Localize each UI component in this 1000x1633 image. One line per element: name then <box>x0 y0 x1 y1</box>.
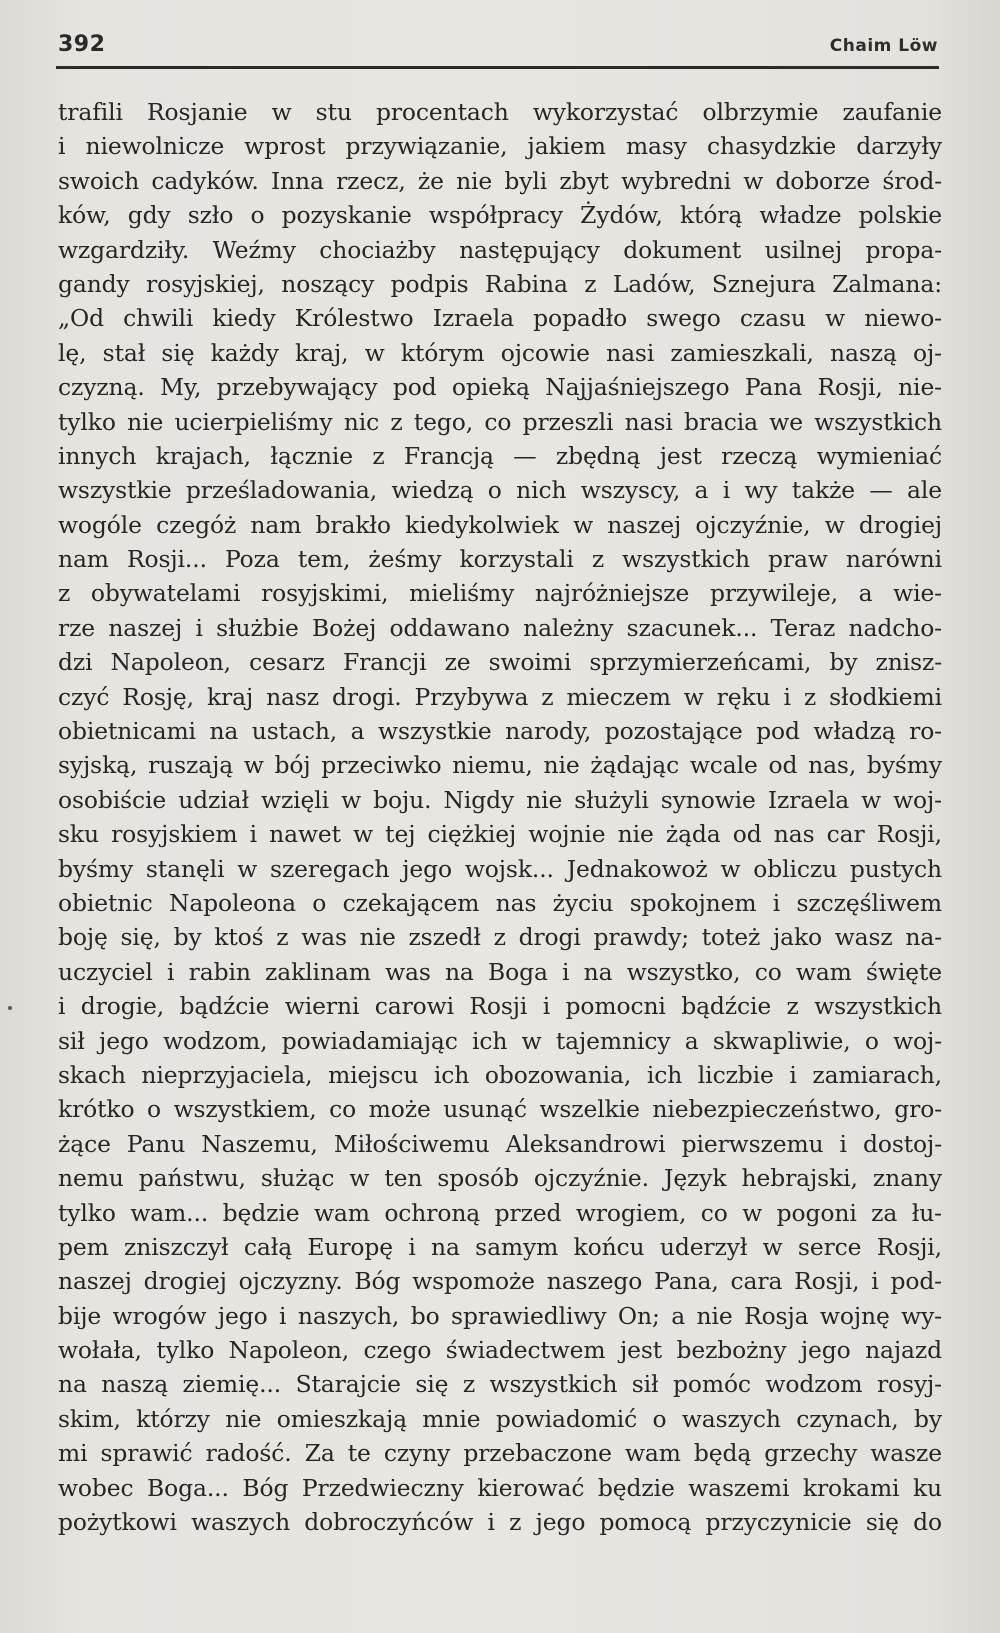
text-line: lę, stał się każdy kraj, w którym ojcowie nasi zamieszkali, naszą oj- <box>58 338 942 367</box>
text-line: wołała, tylko Napoleon, czego świadectwem jest bezbożny jego najazd <box>58 1336 942 1365</box>
text-line: uczyciel i rabin zaklinam was na Boga i na wszystko, co wam święte <box>58 957 942 986</box>
text-line: trafili Rosjanie w stu procentach wykorzystać olbrzymie zaufanie <box>58 98 942 126</box>
text-line: naszej drogiej ojczyzny. Bóg wspomoże naszego Pana, cara Rosji, i pod- <box>58 1267 942 1296</box>
text-line: czyć Rosję, kraj nasz drogi. Przybywa z mieczem w ręku i z słodkiemi <box>58 682 942 711</box>
text-line: i niewolnicze wprost przywiązanie, jakiem masy chasydzkie darzyły <box>58 132 942 161</box>
page-number: 392 <box>58 32 106 57</box>
text-line: obietnic Napoleona o czekającem nas życiu spokojnem i szczęśliwem <box>58 888 942 917</box>
text-line: innych krajach, łącznie z Francją — zbędną jest rzeczą wymieniać <box>58 441 942 470</box>
text-line: ków, gdy szło o pozyskanie współpracy Żydów, którą władze polskie <box>58 201 942 230</box>
text-line: czyzną. My, przebywający pod opieką Najjaśniejszego Pana Rosji, nie- <box>58 373 942 402</box>
text-line: obietnicami na ustach, a wszystkie narody, pozostające pod władzą ro- <box>58 717 942 746</box>
text-line: nam Rosji... Poza tem, żeśmy korzystali z wszystkich praw narówni <box>58 545 942 574</box>
text-line: krótko o wszystkiem, co może usunąć wszelkie niebezpieczeństwo, gro- <box>58 1095 942 1124</box>
running-head: Chaim Löw <box>829 36 938 56</box>
text-line: pożytkowi waszych dobroczyńców i z jego pomocą przyczynicie się do <box>58 1508 942 1537</box>
text-line: wobec Boga... Bóg Przedwieczny kierować będzie waszemi krokami ku <box>58 1473 942 1502</box>
text-line: bije wrogów jego i naszych, bo sprawiedliwy On; a nie Rosja wojnę wy- <box>58 1301 942 1330</box>
text-line: wogóle czegóż nam brakło kiedykolwiek w naszej ojczyźnie, w drogiej <box>58 510 942 539</box>
header-rule <box>56 66 939 69</box>
page-header <box>58 30 938 66</box>
text-line: nemu państwu, służąc w ten sposób ojczyźnie. Język hebrajski, znany <box>58 1164 942 1193</box>
text-line: skach nieprzyjaciela, miejscu ich obozowania, ich liczbie i zamiarach, <box>58 1060 942 1089</box>
text-line: rze naszej i służbie Bożej oddawano należny szacunek... Teraz nadcho- <box>58 613 942 642</box>
margin-speck <box>8 1006 12 1010</box>
text-line: gandy rosyjskiej, noszący podpis Rabina z Ladów, Sznejura Zalmana: <box>58 269 942 298</box>
text-line: na naszą ziemię... Starajcie się z wszystkich sił pomóc wodzom rosyj- <box>58 1370 942 1399</box>
text-line: sku rosyjskiem i nawet w tej ciężkiej wojnie nie żąda od nas car Rosji, <box>58 820 942 849</box>
text-line: pem zniszczył całą Europę i na samym końcu uderzył w serce Rosji, <box>58 1232 942 1261</box>
text-line: sił jego wodzom, powiadamiając ich w tajemnicy a skwapliwie, o woj- <box>58 1026 942 1055</box>
text-line: żące Panu Naszemu, Miłościwemu Aleksandrowi pierwszemu i dostoj- <box>58 1129 942 1158</box>
text-line: wszystkie prześladowania, wiedzą o nich wszyscy, a i wy także — ale <box>58 476 942 505</box>
text-line: mi sprawić radość. Za te czyny przebaczone wam będą grzechy wasze <box>58 1439 942 1468</box>
text-line: „Od chwili kiedy Królestwo Izraela popadło swego czasu w niewo- <box>58 304 942 333</box>
text-line: swoich cadyków. Inna rzecz, że nie byli zbyt wybredni w doborze środ- <box>58 166 942 195</box>
text-line: wzgardziły. Weźmy chociażby następujący dokument usilnej propa- <box>58 235 942 264</box>
text-line: tylko nie ucierpieliśmy nic z tego, co przeszli nasi bracia we wszystkich <box>58 407 942 436</box>
text-line: syjską, ruszają w bój przeciwko niemu, nie żądając wcale od nas, byśmy <box>58 751 942 780</box>
text-line: i drogie, bądźcie wierni carowi Rosji i pomocni bądźcie z wszystkich <box>58 992 942 1021</box>
text-line: osobiście udział wzięli w boju. Nigdy nie służyli synowie Izraela w woj- <box>58 785 942 814</box>
text-line: tylko wam... będzie wam ochroną przed wrogiem, co w pogoni za łu- <box>58 1198 942 1227</box>
text-line: z obywatelami rosyjskimi, mieliśmy najróżniejsze przywileje, a wie- <box>58 579 942 608</box>
text-line: byśmy stanęli w szeregach jego wojsk... Jednakowoż w obliczu pustych <box>58 854 942 883</box>
text-line: dzi Napoleon, cesarz Francji ze swoimi sprzymierzeńcami, by znisz- <box>58 648 942 677</box>
text-line: boję się, by ktoś z was nie zszedł z drogi prawdy; toteż jako wasz na- <box>58 923 942 952</box>
text-line: skim, którzy nie omieszkają mnie powiadomić o waszych czynach, by <box>58 1404 942 1433</box>
body-text <box>58 95 942 1539</box>
